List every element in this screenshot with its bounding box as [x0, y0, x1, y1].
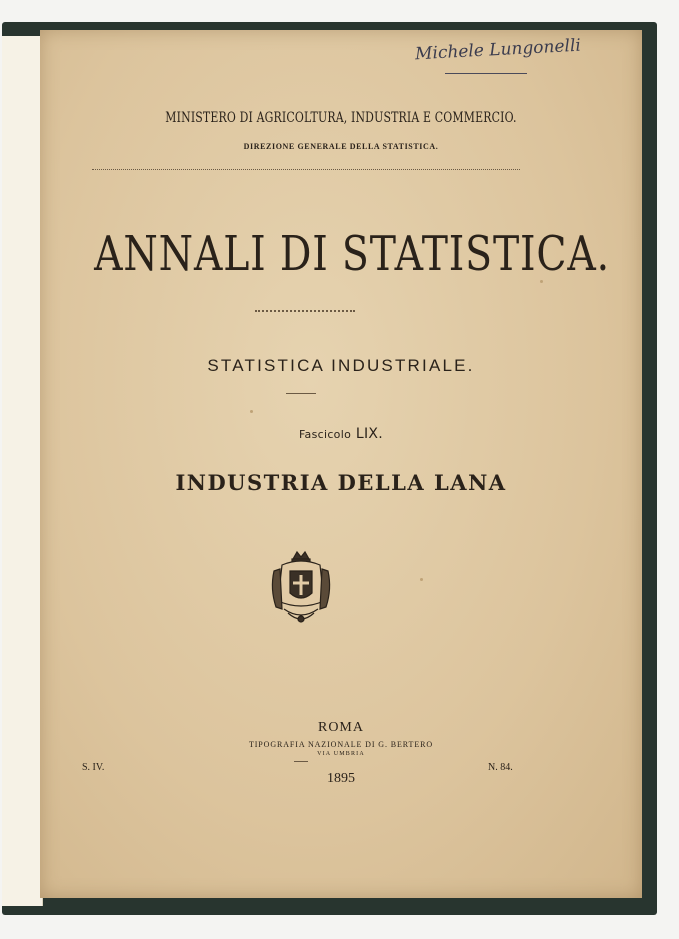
divider-rule: [92, 169, 520, 170]
printer-name: TIPOGRAFIA NAZIONALE DI G. BERTERO: [248, 740, 434, 749]
paper-speck: [250, 410, 253, 413]
fascicle-line: [40, 426, 642, 442]
short-divider: [286, 393, 316, 394]
ministry-heading: MINISTERO DI AGRICOLTURA, INDUSTRIA E COMMERCIO.: [165, 110, 517, 126]
handwritten-signature: Michele Lungonelli: [414, 35, 582, 65]
publication-year: 1895: [327, 771, 355, 786]
paper-speck: [420, 578, 423, 581]
royal-coat-of-arms-icon: [268, 549, 334, 629]
fascicle-label: Fascicolo: [298, 428, 352, 441]
series-number: S. IV.: [82, 762, 105, 773]
place-of-publication: ROMA: [317, 720, 364, 735]
volume-number: N. 84.: [488, 762, 513, 773]
printer-address: VIA UMBRIA: [317, 751, 365, 757]
signature-underline: [445, 73, 527, 74]
tiny-divider: [294, 761, 308, 762]
flyleaf: [2, 36, 43, 906]
subtitle: STATISTICA INDUSTRIALE.: [207, 356, 475, 375]
ornamental-rule: [255, 310, 355, 312]
direction-heading: DIREZIONE GENERALE DELLA STATISTICA.: [243, 142, 439, 151]
industry-title: INDUSTRIA DELLA LANA: [175, 470, 507, 495]
page-title: ANNALI DI STATISTICA.: [94, 226, 610, 282]
fascicle-number: LIX.: [355, 426, 384, 442]
title-page: [40, 30, 642, 898]
